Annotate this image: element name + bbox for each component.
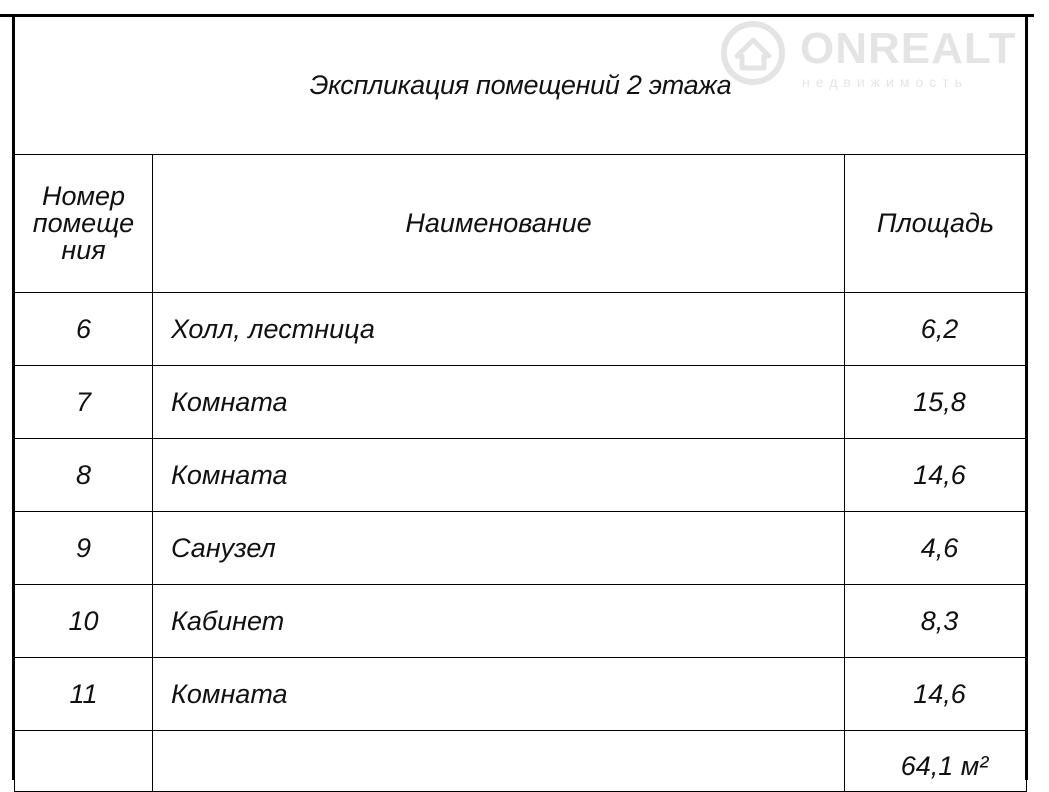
room-area-cell: 15,8 [845, 366, 1027, 439]
table-title-row [15, 17, 1027, 155]
table-row [15, 366, 1027, 439]
room-number-cell: 11 [15, 658, 153, 731]
room-name-cell: Комната [153, 366, 845, 439]
header-room-number-line2: помеще [32, 208, 135, 238]
table-header-row [15, 155, 1027, 293]
header-name: Наименование [153, 155, 845, 293]
total-area-cell [845, 731, 1027, 792]
watermark-brand: ONREALT [800, 24, 1017, 73]
room-area-cell: 6,2 [845, 293, 1027, 366]
header-room-number [15, 155, 153, 293]
room-name-cell: Комната [153, 439, 845, 512]
room-number-cell: 9 [15, 512, 153, 585]
table-row [15, 293, 1027, 366]
header-area: Площадь [845, 155, 1027, 293]
room-number-cell: 7 [15, 366, 153, 439]
total-number-cell [15, 731, 153, 792]
table-row [15, 585, 1027, 658]
header-room-number-line3: ния [61, 235, 106, 265]
watermark-subtitle: недвижимость [802, 74, 968, 90]
room-name-cell: Санузел [153, 512, 845, 585]
room-area-cell: 4,6 [845, 512, 1027, 585]
table-row [15, 658, 1027, 731]
table-total-row [15, 731, 1027, 792]
table-row [15, 439, 1027, 512]
room-area-cell: 14,6 [845, 658, 1027, 731]
room-name-cell: Кабинет [153, 585, 845, 658]
header-room-number-line1: Номер [41, 181, 126, 211]
total-area-value: 64,1 м² [900, 751, 989, 781]
room-area-cell: 14,6 [845, 439, 1027, 512]
total-name-cell [153, 731, 845, 792]
table-title: Экспликация помещений 2 этажа [15, 17, 1027, 155]
table-row [15, 512, 1027, 585]
room-name-cell: Комната [153, 658, 845, 731]
room-number-cell: 6 [15, 293, 153, 366]
room-number-cell: 8 [15, 439, 153, 512]
room-area-cell: 8,3 [845, 585, 1027, 658]
room-name-cell: Холл, лестница [153, 293, 845, 366]
room-number-cell: 10 [15, 585, 153, 658]
room-explication-table [14, 16, 1027, 792]
